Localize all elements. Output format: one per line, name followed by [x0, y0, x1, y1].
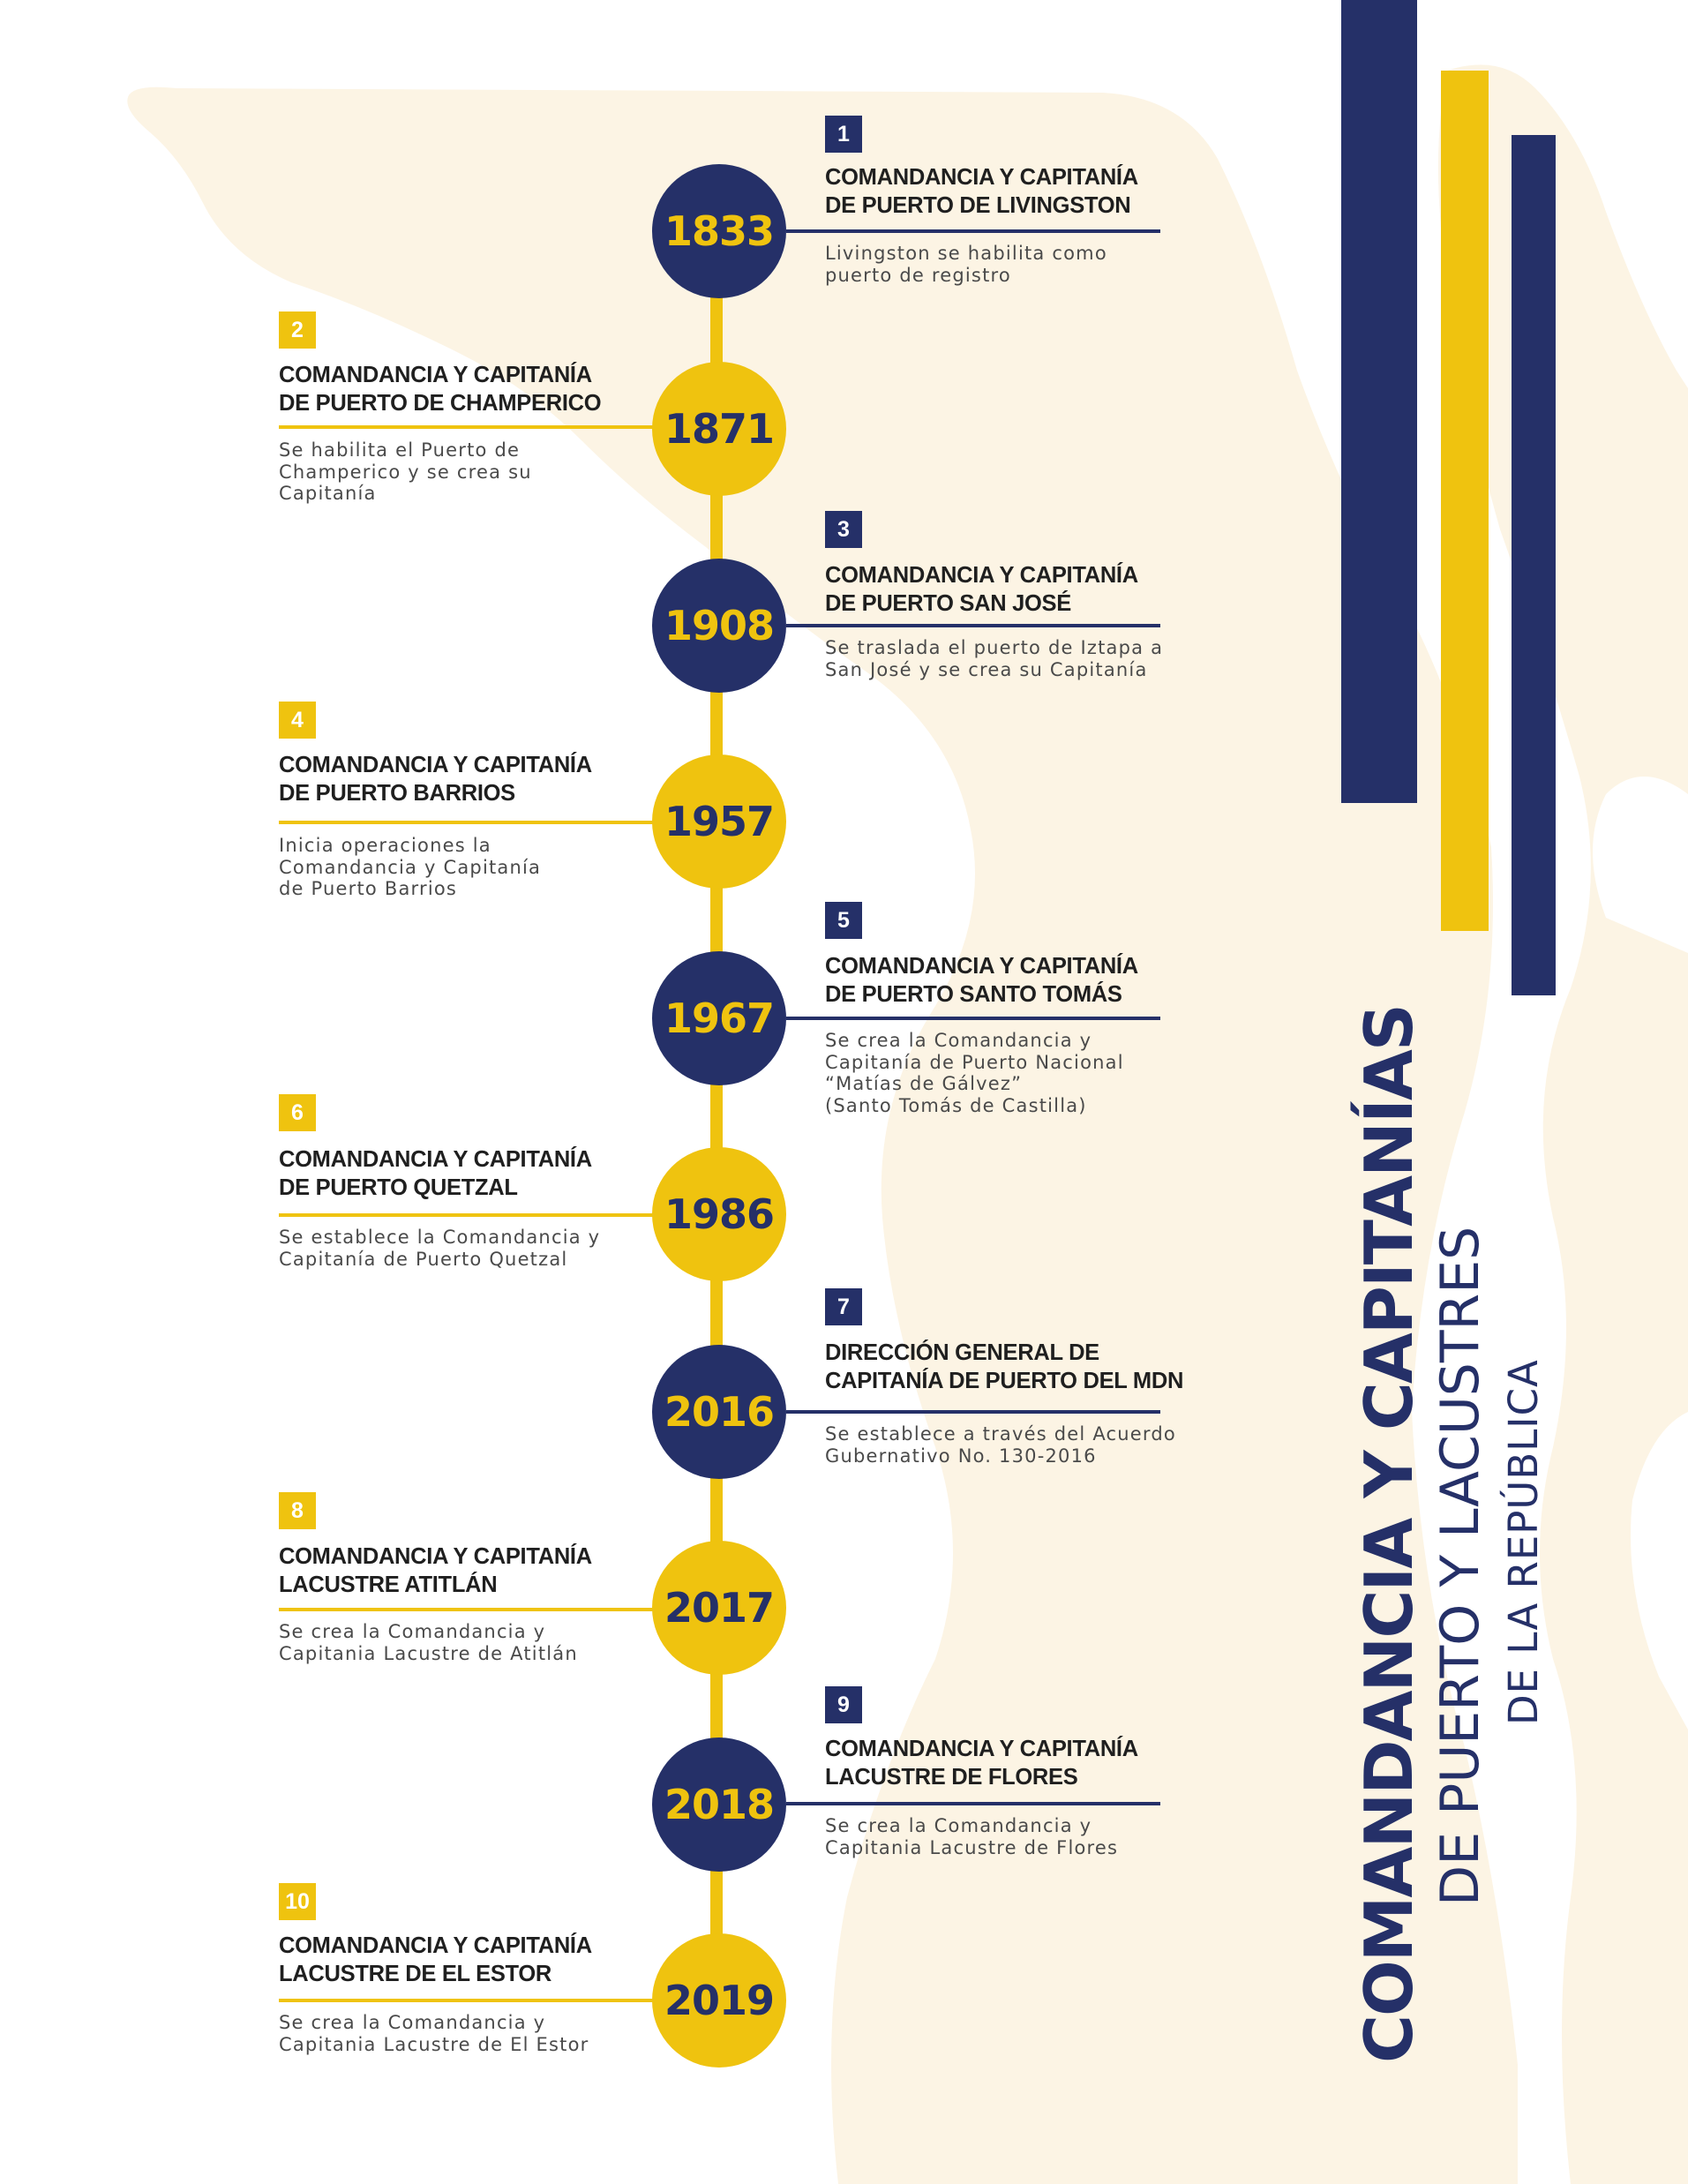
entry-number-badge: 6	[279, 1094, 316, 1131]
entry-number-badge: 4	[279, 702, 316, 739]
year-circle: 2019	[652, 1933, 786, 2068]
entry-title	[825, 1339, 1183, 1395]
entry-title-line: DE PUERTO QUETZAL	[279, 1175, 518, 1200]
entry-title	[825, 561, 1138, 618]
entry-number-badge: 10	[279, 1883, 316, 1920]
year-circle: 1967	[652, 951, 786, 1085]
decorative-bar-navy-1	[1341, 0, 1417, 803]
entry-rule	[279, 821, 656, 824]
year-circle: 2017	[652, 1541, 786, 1675]
entry-title	[825, 952, 1138, 1009]
entry-description: Livingston se habilita como puerto de registro	[825, 243, 1107, 286]
year-circle: 1908	[652, 559, 786, 693]
entry-rule	[279, 1213, 656, 1217]
year-circle: 1833	[652, 164, 786, 298]
entry-number-badge: 5	[825, 902, 862, 939]
entry-description: Inicia operaciones la Comandancia y Capitanía de Puerto Barrios	[279, 835, 542, 899]
page-subtitle: DE PUERTO Y LACUSTRES	[1429, 1226, 1491, 1906]
entry-title	[279, 751, 592, 807]
year-circle: 2016	[652, 1345, 786, 1479]
entry-title-line: LACUSTRE DE FLORES	[825, 1765, 1078, 1790]
entry-title-line: COMANDANCIA Y CAPITANÍA	[825, 1737, 1138, 1761]
entry-rule	[786, 1802, 1160, 1805]
entry-description: Se traslada el puerto de Iztapa a San José y se crea su Capitanía	[825, 637, 1164, 680]
entry-title	[279, 1932, 592, 1988]
entry-rule	[279, 1608, 656, 1611]
entry-title-line: LACUSTRE ATITLÁN	[279, 1572, 498, 1597]
entry-number-badge: 2	[279, 311, 316, 349]
entry-title-line: COMANDANCIA Y CAPITANÍA	[279, 1544, 592, 1569]
entry-number-badge: 3	[825, 511, 862, 548]
entry-title-line: COMANDANCIA Y CAPITANÍA	[825, 165, 1138, 190]
entry-description: Se crea la Comandancia y Capitania Lacustre de Atitlán	[279, 1621, 578, 1664]
entry-title	[279, 361, 601, 417]
entry-title-line: DE PUERTO SAN JOSÉ	[825, 591, 1071, 616]
entry-title-line: DE PUERTO BARRIOS	[279, 781, 515, 806]
year-circle: 1871	[652, 362, 786, 496]
entry-rule	[786, 229, 1160, 233]
decorative-bar-navy-2	[1512, 135, 1556, 995]
entry-number-badge: 9	[825, 1686, 862, 1723]
entry-description: Se crea la Comandancia y Capitania Lacustre de Flores	[825, 1815, 1119, 1858]
entry-title-line: COMANDANCIA Y CAPITANÍA	[279, 1147, 592, 1172]
entry-number-badge: 7	[825, 1288, 862, 1325]
decorative-bar-gold	[1441, 71, 1489, 931]
entry-title-line: COMANDANCIA Y CAPITANÍA	[279, 753, 592, 777]
entry-title-line: COMANDANCIA Y CAPITANÍA	[279, 1933, 592, 1958]
entry-title	[825, 163, 1138, 220]
entry-title-line: DE PUERTO DE CHAMPERICO	[279, 391, 602, 416]
entry-title	[279, 1542, 592, 1599]
entry-title-line: COMANDANCIA Y CAPITANÍA	[825, 954, 1138, 979]
entry-title	[825, 1735, 1138, 1791]
entry-title-line: COMANDANCIA Y CAPITANÍA	[825, 563, 1138, 588]
entry-rule	[279, 1999, 656, 2002]
entry-description: Se habilita el Puerto de Champerico y se crea su Capitanía	[279, 439, 532, 504]
entry-title	[279, 1145, 592, 1202]
page-subtitle-secondary: DE LA REPÚBLICA	[1500, 1359, 1547, 1725]
entry-title-line: CAPITANÍA DE PUERTO DEL MDN	[825, 1369, 1184, 1393]
entry-title-line: DIRECCIÓN GENERAL DE	[825, 1340, 1099, 1365]
year-circle: 1986	[652, 1147, 786, 1281]
entry-title-line: DE PUERTO DE LIVINGSTON	[825, 193, 1131, 218]
entry-description: Se establece a través del Acuerdo Gubernativo No. 130-2016	[825, 1423, 1176, 1467]
page-title: COMANDANCIA Y CAPITANÍAS	[1350, 1005, 1428, 2063]
entry-rule	[786, 624, 1160, 627]
entry-number-badge: 8	[279, 1492, 316, 1529]
entry-description: Se establece la Comandancia y Capitanía de Puerto Quetzal	[279, 1227, 601, 1270]
entry-title-line: DE PUERTO SANTO TOMÁS	[825, 982, 1122, 1007]
entry-rule	[279, 425, 656, 429]
entry-number-badge: 1	[825, 116, 862, 153]
entry-description: Se crea la Comandancia y Capitania Lacustre de El Estor	[279, 2012, 589, 2055]
year-circle: 2018	[652, 1737, 786, 1872]
entry-title-line: LACUSTRE DE EL ESTOR	[279, 1962, 552, 1986]
entry-rule	[786, 1410, 1160, 1414]
entry-rule	[786, 1017, 1160, 1020]
year-circle: 1957	[652, 754, 786, 889]
entry-description: Se crea la Comandancia y Capitanía de Puerto Nacional “Matías de Gálvez” (Santo Tomás de Castilla)	[825, 1030, 1124, 1116]
entry-title-line: COMANDANCIA Y CAPITANÍA	[279, 363, 592, 387]
